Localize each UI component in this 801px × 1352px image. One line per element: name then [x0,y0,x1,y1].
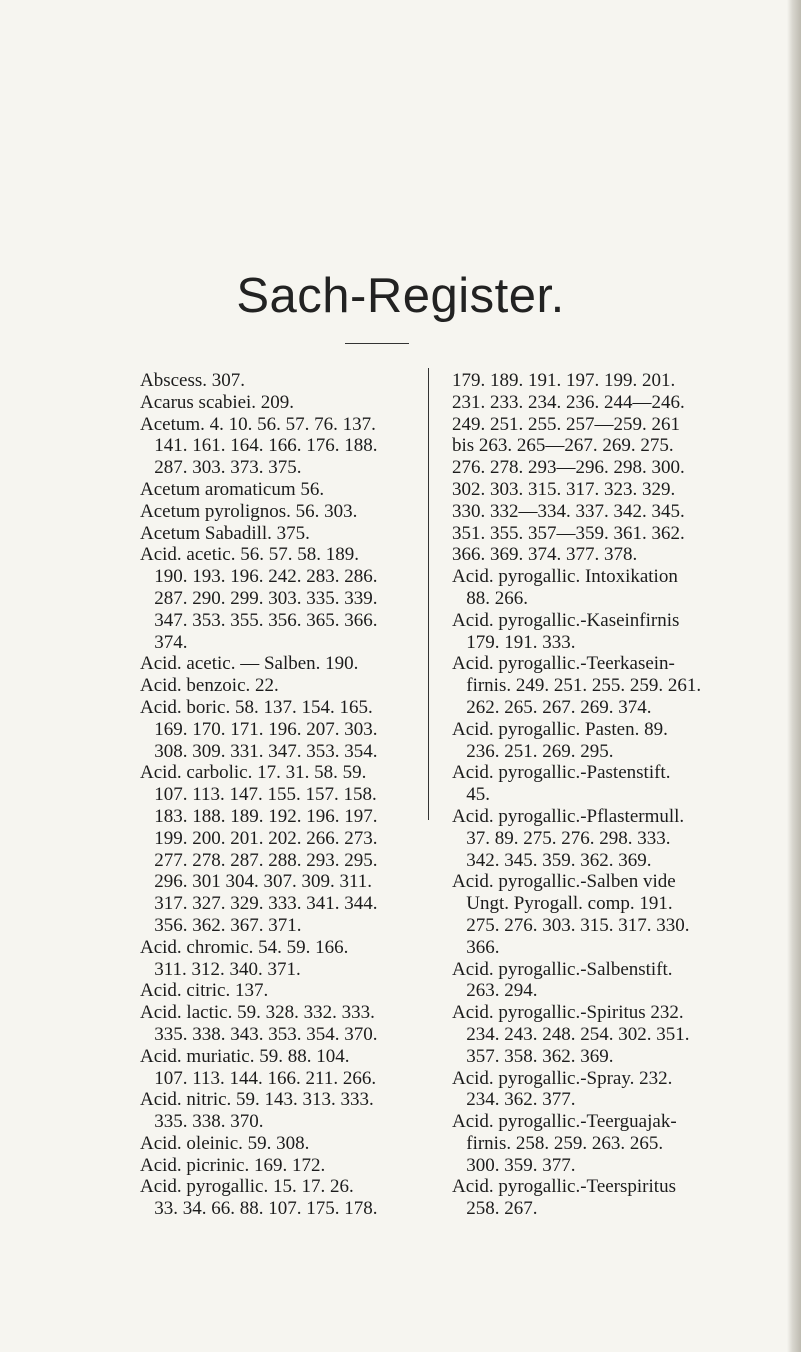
index-entry-line: 183. 188. 189. 192. 196. 197. [140,805,378,827]
index-entry-line: Acid. lactic. 59. 328. 332. 333. [140,1002,375,1024]
index-entry-line: 258. 267. [452,1198,538,1220]
index-entry-line: 335. 338. 343. 353. 354. 370. [140,1023,378,1045]
index-entry-line: 199. 200. 201. 202. 266. 273. [140,827,378,849]
index-entry-line: Acetum Sabadill. 375. [140,522,310,544]
index-entry-line: 330. 332—334. 337. 342. 345. [452,500,685,522]
index-entry-line: 374. [140,631,188,653]
index-entry-line: Acid. carbolic. 17. 31. 58. 59. [140,762,367,784]
index-entry-line: 366. 369. 374. 377. 378. [452,544,638,566]
index-entry-line: 169. 170. 171. 196. 207. 303. [140,718,378,740]
index-entry-line: Acid. pyrogallic.-Pastenstift. [452,762,671,784]
index-entry-line: Acid. chromic. 54. 59. 166. [140,936,349,958]
index-entry-line: Acid. boric. 58. 137. 154. 165. [140,696,373,718]
page-title: Sach-Register. [236,269,565,323]
index-entry-line: 107. 113. 144. 166. 211. 266. [140,1067,377,1089]
index-entry-line: Acid. oleinic. 59. 308. [140,1132,310,1154]
index-entry-line: 234. 243. 248. 254. 302. 351. [452,1023,690,1045]
index-entry-line: 236. 251. 269. 295. [452,740,614,762]
index-entry-line: Acid. acetic. — Salben. 190. [140,653,359,675]
index-entry-line: 190. 193. 196. 242. 283. 286. [140,566,378,588]
index-entry-line: 302. 303. 315. 317. 323. 329. [452,478,676,500]
index-entry-line: Acetum pyrolignos. 56. 303. [140,500,358,522]
index-entry-line: 249. 251. 255. 257—259. 261 [452,413,680,435]
index-entry-line: Acid. citric. 137. [140,980,269,1002]
index-entry-line: 179. 191. 333. [452,631,576,653]
index-entry-line: 308. 309. 331. 347. 353. 354. [140,740,378,762]
index-column-left [140,370,418,1220]
index-entry-line: Acid. pyrogallic.-Teerguajak- [452,1111,677,1133]
index-entry-line: 45. [452,784,490,806]
index-entry-line: Ungt. Pyrogall. comp. 191. [452,893,673,915]
index-entry-line: Acarus scabiei. 209. [140,391,295,413]
page-edge-shadow [787,0,801,1352]
index-entry-line: Acid. pyrogallic.-Pflastermull. [452,805,685,827]
index-entry-line: Acid. pyrogallic.-Salben vide [452,871,676,893]
index-entry-line: Acid. picrinic. 169. 172. [140,1154,326,1176]
index-column-right [452,370,772,1220]
index-entry-line: firnis. 258. 259. 263. 265. [452,1132,664,1154]
index-entry-line: 366. [452,936,500,958]
index-entry-line: Acid. nitric. 59. 143. 313. 333. [140,1089,374,1111]
index-entry-line: 287. 290. 299. 303. 335. 339. [140,587,378,609]
index-entry-line: Acid. pyrogallic. Pasten. 89. [452,718,668,740]
index-entry-line: 277. 278. 287. 288. 293. 295. [140,849,378,871]
index-entry-line: Acetum aromaticum 56. [140,478,325,500]
index-entry-line: 296. 301 304. 307. 309. 311. [140,871,373,893]
index-entry-line: 357. 358. 362. 369. [452,1045,614,1067]
index-entry-line: 300. 359. 377. [452,1154,576,1176]
index-entry-line: Acid. pyrogallic.-Kaseinfirnis [452,609,680,631]
index-entry-line: 141. 161. 164. 166. 176. 188. [140,435,378,457]
index-entry-line: 107. 113. 147. 155. 157. 158. [140,784,377,806]
index-entry-line: 263. 294. [452,980,538,1002]
index-entry-line: 351. 355. 357—359. 361. 362. [452,522,685,544]
index-entry-line: Acid. benzoic. 22. [140,675,279,697]
index-entry-line: Acid. pyrogallic. 15. 17. 26. [140,1176,354,1198]
index-entry-line: Acid. pyrogallic. Intoxikation [452,566,678,588]
index-entry-line: 276. 278. 293—296. 298. 300. [452,457,685,479]
index-entry-line: 275. 276. 303. 315. 317. 330. [452,914,690,936]
index-entry-line: Acid. acetic. 56. 57. 58. 189. [140,544,359,566]
title-rule [345,343,409,344]
index-entry-line: Acid. pyrogallic.-Salbenstift. [452,958,673,980]
index-entry-line: 317. 327. 329. 333. 341. 344. [140,893,378,915]
index-entry-line: bis 263. 265—267. 269. 275. [452,435,674,457]
index-entry-line: Acid. pyrogallic.-Spray. 232. [452,1067,673,1089]
index-entry-line: 179. 189. 191. 197. 199. 201. [452,370,676,391]
index-entry-line: 262. 265. 267. 269. 374. [452,696,652,718]
index-entry-line: 287. 303. 373. 375. [140,457,302,479]
index-entry-line: 37. 89. 275. 276. 298. 333. [452,827,671,849]
index-entry-line: 234. 362. 377. [452,1089,576,1111]
index-entry-line: 88. 266. [452,587,528,609]
column-divider [428,368,429,820]
index-entry-line: 347. 353. 355. 356. 365. 366. [140,609,378,631]
index-entry-line: 311. 312. 340. 371. [140,958,301,980]
index-entry-line: Acid. muriatic. 59. 88. 104. [140,1045,350,1067]
index-entry-line: 356. 362. 367. 371. [140,914,302,936]
index-entry-line: 335. 338. 370. [140,1111,264,1133]
index-entry-line: Acetum. 4. 10. 56. 57. 76. 137. [140,413,376,435]
index-entry-line: Acid. pyrogallic.-Teerkasein- [452,653,675,675]
index-entry-line: firnis. 249. 251. 255. 259. 261. [452,675,702,697]
index-entry-line: 33. 34. 66. 88. 107. 175. 178. [140,1198,378,1220]
index-entry-line: Acid. pyrogallic.-Spiritus 232. [452,1002,684,1024]
index-entry-line: 231. 233. 234. 236. 244—246. [452,391,685,413]
index-entry-line: Acid. pyrogallic.-Teerspiritus [452,1176,676,1198]
index-entry-line: 342. 345. 359. 362. 369. [452,849,652,871]
index-entry-line: Abscess. 307. [140,370,246,391]
